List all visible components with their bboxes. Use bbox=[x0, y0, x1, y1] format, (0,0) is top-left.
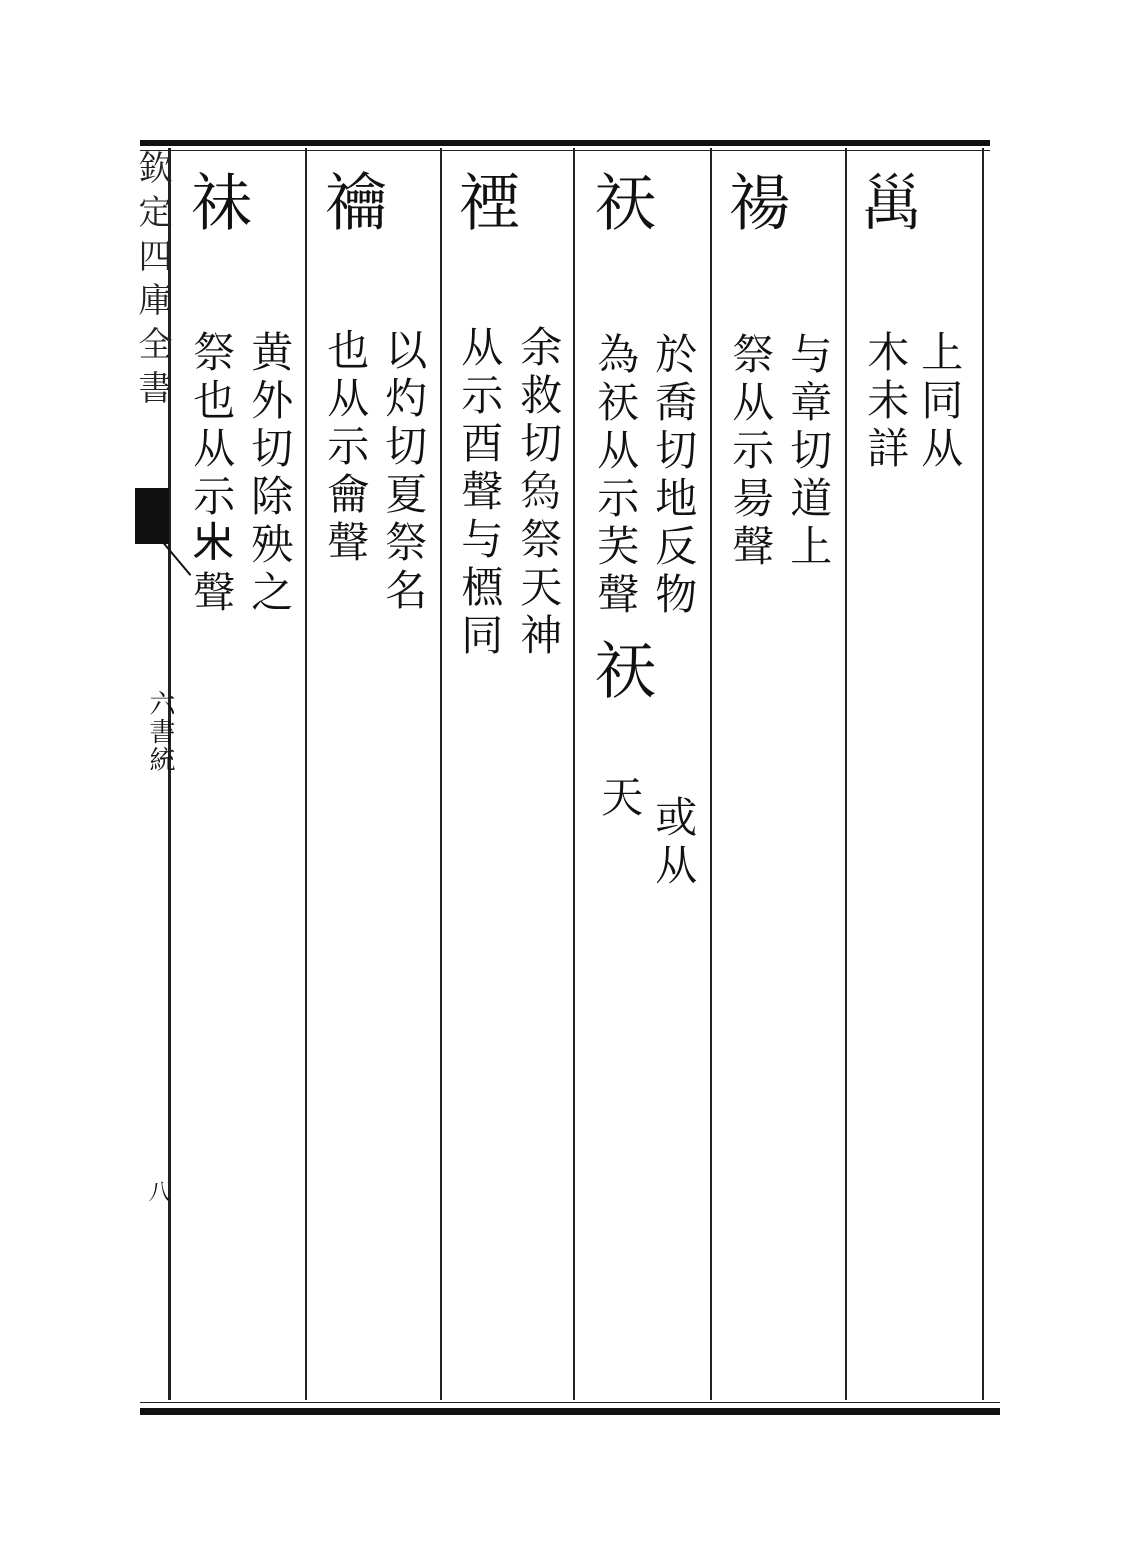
gloss-line: 天 bbox=[595, 775, 645, 823]
gloss-line: 為祆从示芺聲 bbox=[591, 332, 641, 620]
fish-tail-mark bbox=[135, 488, 169, 544]
gloss-line: 祭从示昜聲 bbox=[726, 332, 776, 572]
seal-character: 禴 bbox=[314, 170, 388, 234]
seal-character: 𥜿 bbox=[854, 170, 928, 234]
seal-character: 禋 bbox=[448, 170, 522, 234]
bottom-border-inner bbox=[140, 1402, 1000, 1403]
gloss-line: 余救切𤉢祭天神 bbox=[514, 325, 564, 661]
column-rule bbox=[710, 148, 712, 1400]
gloss-line: 与章切道上 bbox=[784, 332, 834, 572]
column-rule bbox=[440, 148, 442, 1400]
gloss-line: 以灼切夏祭名 bbox=[379, 328, 429, 616]
gloss-line: 从示酉聲与槱同 bbox=[455, 325, 505, 661]
margin-title: 欽定四庫全書 bbox=[132, 150, 172, 414]
column-rule bbox=[573, 148, 575, 1400]
top-border bbox=[140, 140, 990, 146]
seal-character: 祆 bbox=[584, 170, 658, 234]
gloss-line: 黄外切除殃之 bbox=[245, 330, 295, 618]
gloss-line: 於喬切地反物 bbox=[649, 332, 699, 620]
seal-character-variant: 祆 bbox=[584, 638, 658, 702]
page-number: 八 bbox=[145, 1180, 170, 1202]
gloss-line: 也从示龠聲 bbox=[321, 328, 371, 568]
gloss-line: 木未詳 bbox=[861, 330, 911, 474]
gloss-line: 上同从 bbox=[915, 330, 965, 474]
gloss-line: 祭也从示𣎵聲 bbox=[187, 330, 237, 618]
column-rule bbox=[982, 148, 984, 1400]
gloss-line: 或从 bbox=[649, 795, 699, 891]
column-rule bbox=[845, 148, 847, 1400]
column-rule bbox=[305, 148, 307, 1400]
seal-character: 禓 bbox=[718, 170, 792, 234]
seal-character: 祙 bbox=[180, 170, 254, 234]
bottom-border bbox=[140, 1408, 1000, 1415]
top-border-inner bbox=[140, 150, 990, 151]
margin-book-title: 六書統 bbox=[145, 690, 175, 774]
